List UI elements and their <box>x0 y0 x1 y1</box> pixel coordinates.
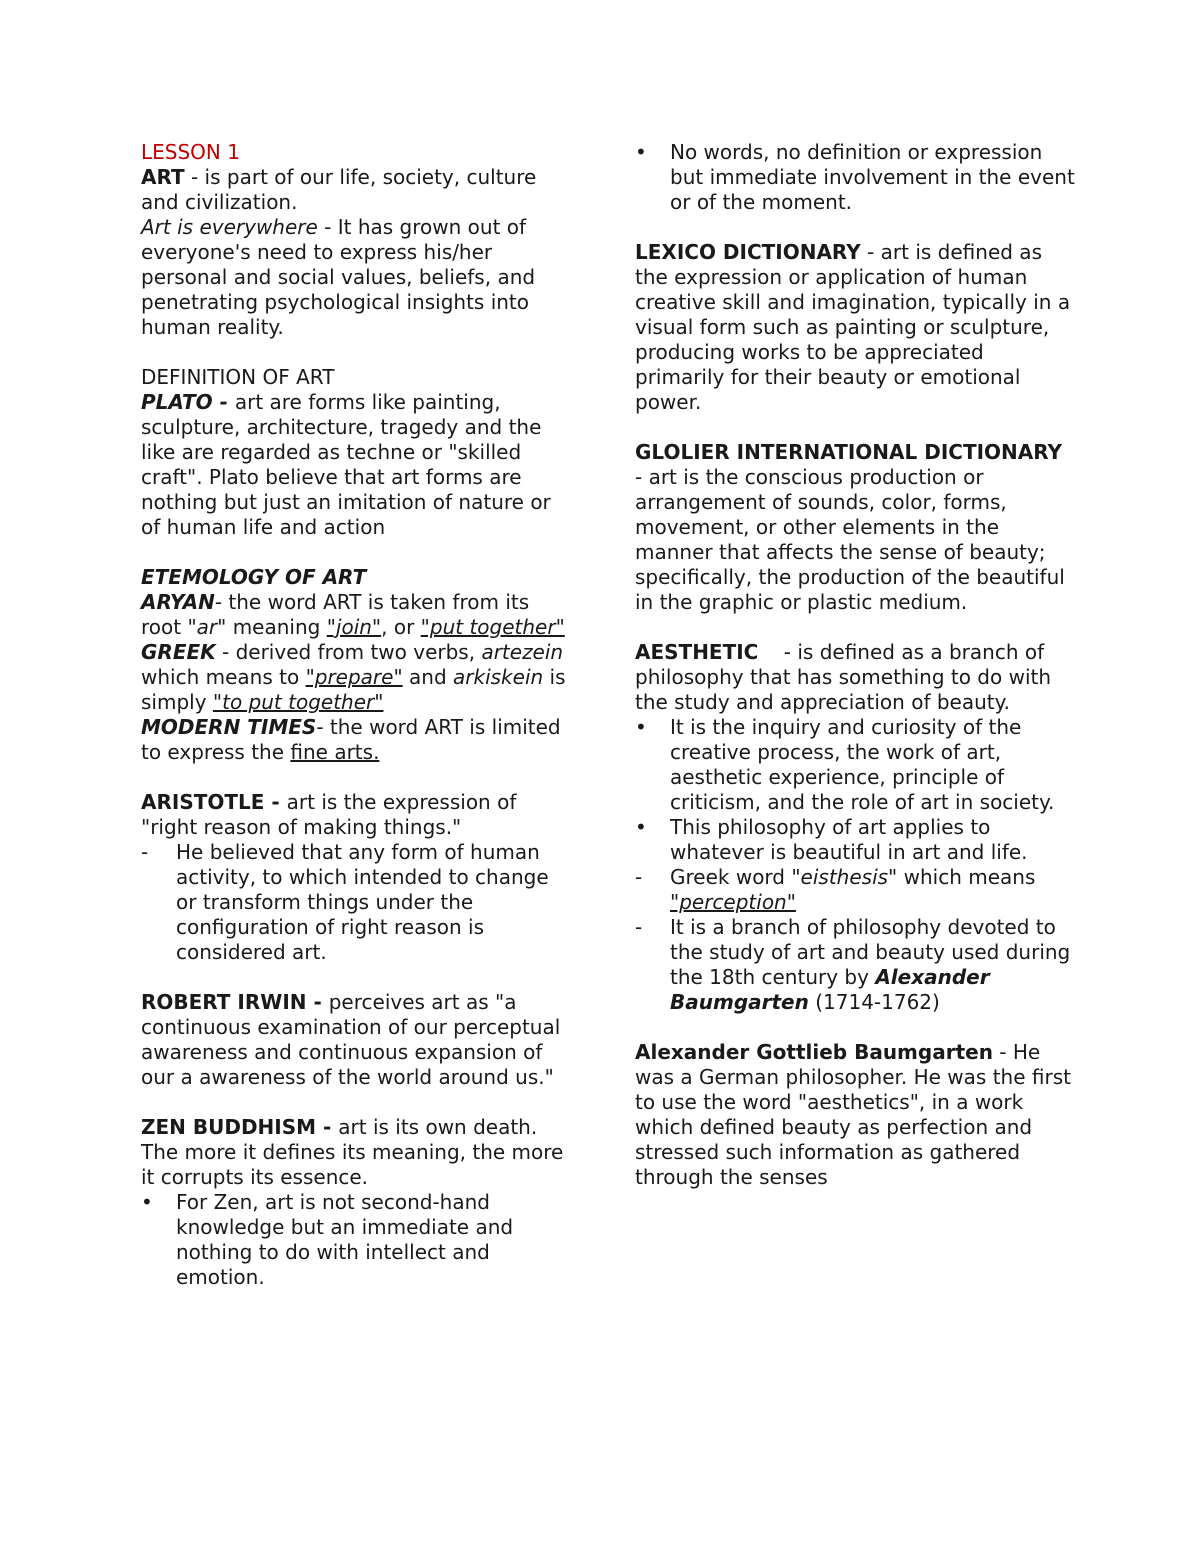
baumgarten-term: Alexander Gottlieb Baumgarten <box>635 1040 993 1064</box>
aristotle-item-text: He believed that any form of human activity, to which intended to change or transform things under the configuration of right reason is considered art. <box>176 840 549 964</box>
aesthetic-dash-2 <box>670 915 1070 1014</box>
aryan-text: , or <box>381 615 421 639</box>
glolier-heading: GLOLIER INTERNATIONAL DICTIONARY <box>635 440 1063 464</box>
art-paragraph <box>141 165 571 215</box>
greek-text: - derived from two verbs, <box>215 640 482 664</box>
spacer <box>141 340 571 365</box>
aryan-paragraph <box>141 590 571 640</box>
aes-perception: "perception" <box>670 890 796 914</box>
everywhere-term: Art is everywhere <box>141 215 318 239</box>
bullet-icon: • <box>635 140 647 164</box>
aes-text: It is a branch of philosophy devoted to the study of art and beauty used during the 18th century by <box>670 915 1071 989</box>
greek-arkiskein: arkiskein <box>453 665 544 689</box>
aes-baumgarten: Alexander Baumgarten <box>670 965 990 1014</box>
baumgarten-paragraph <box>635 1040 1075 1190</box>
spacer <box>141 965 571 990</box>
aesthetic-dash-1 <box>670 865 1035 914</box>
aes-eisthesis: eisthesis <box>800 865 889 889</box>
bullet-icon: • <box>635 715 647 739</box>
lexico-paragraph <box>635 240 1075 415</box>
plato-definition: art are forms like painting, sculpture, architecture, tragedy and the like are regarded as techne or "skilled craft". Plato believe that art forms are nothing but just an imitation of nature or of human life and action <box>141 390 551 539</box>
spacer <box>635 415 1075 440</box>
aesthetic-bullet-2: This philosophy of art applies to whatever is beautiful in art and life. <box>670 815 1028 864</box>
aryan-text: " meaning <box>217 615 327 639</box>
aesthetic-definition: - is defined as a branch of philosophy that has something to do with the study and appreciation of beauty. <box>635 640 1058 714</box>
art-term: ART <box>141 165 185 189</box>
left-column <box>141 140 571 1290</box>
aristotle-term: ARISTOTLE - <box>141 790 287 814</box>
glolier-definition: - art is the conscious production or arrangement of sounds, color, forms, movement, or other elements in the manner that affects the sense of beauty; specifically, the production of the beautiful in the graphic or plastic medium. <box>635 465 1065 614</box>
spacer <box>635 615 1075 640</box>
spacer <box>635 1015 1075 1040</box>
irwin-paragraph <box>141 990 571 1090</box>
greek-term: GREEK <box>141 640 216 664</box>
aristotle-paragraph <box>141 790 571 840</box>
etymology-heading: ETEMOLOGY OF ART <box>141 565 367 589</box>
baumgarten-dash: - <box>992 1040 1013 1064</box>
irwin-definition: perceives art as "a continuous examination of our perceptual awareness and continuous expansion of our a awareness of the world around us." <box>141 990 561 1089</box>
greek-to-put-together: "to put together" <box>212 690 384 714</box>
aesthetic-term: AESTHETIC <box>635 640 759 664</box>
aryan-text: - the word ART is taken from its root " <box>141 590 530 639</box>
aesthetic-bullet-item <box>635 815 1075 865</box>
modern-fine-arts: fine arts. <box>290 740 380 764</box>
aes-text: (1714-1762) <box>808 990 940 1014</box>
right-column <box>635 140 1075 1190</box>
aryan-term: ARYAN <box>141 590 215 614</box>
baumgarten-definition: He was a German philosopher. He was the first to use the word "aesthetics", in a work which defined beauty as perfection and stressed such information as gathered through the senses <box>635 1040 1071 1189</box>
zen-bullet-item <box>141 1190 571 1290</box>
aesthetic-bullet-item <box>635 715 1075 815</box>
greek-text: is simply <box>141 665 566 714</box>
aryan-join: "join" <box>326 615 382 639</box>
greek-paragraph <box>141 640 571 715</box>
spacer <box>141 1090 571 1115</box>
modern-term: MODERN TIMES <box>141 715 317 739</box>
everywhere-definition: - It has grown out of everyone's need to express his/her personal and social values, beliefs, and penetrating psychological insights into human reality. <box>141 215 536 339</box>
aesthetic-bullet-1: It is the inquiry and curiosity of the creative process, the work of art, aesthetic experience, principle of criticism, and the role of art in society. <box>670 715 1055 814</box>
dash-marker: - <box>141 840 149 864</box>
aesthetic-paragraph <box>635 640 1075 715</box>
dash-marker: - <box>635 915 643 939</box>
zen-item2-text: No words, no definition or expression but immediate involvement in the event or of the moment. <box>670 140 1075 214</box>
lexico-definition: - art is defined as the expression or application of human creative skill and imagination, typically in a visual form such as painting or sculpture, producing works to be appreciated primarily for their beauty or emotional power. <box>635 240 1071 414</box>
spacer <box>635 215 1075 240</box>
aesthetic-dash-item <box>635 915 1075 1015</box>
zen-paragraph <box>141 1115 571 1190</box>
aesthetic-dash-item <box>635 865 1075 915</box>
zen-item-text: For Zen, art is not second-hand knowledge but an immediate and nothing to do with intellect and emotion. <box>176 1190 514 1289</box>
aes-text: " which means <box>888 865 1036 889</box>
definition-heading: DEFINITION OF ART <box>141 365 335 389</box>
dash-marker: - <box>635 865 643 889</box>
greek-artezein: artezein <box>481 640 564 664</box>
aristotle-definition: art is the expression of "right reason of making things." <box>141 790 517 839</box>
zen-definition: art is its own death. The more it defines its meaning, the more it corrupts its essence. <box>141 1115 564 1189</box>
lexico-term: LEXICO DICTIONARY <box>635 240 861 264</box>
irwin-term: ROBERT IRWIN - <box>141 990 329 1014</box>
aes-text: Greek word " <box>670 865 801 889</box>
bullet-icon: • <box>141 1190 153 1214</box>
greek-text: which means to <box>141 665 306 689</box>
zen-term: ZEN BUDDHISM - <box>141 1115 339 1139</box>
aryan-root: ar <box>196 615 218 639</box>
spacer <box>141 765 571 790</box>
aristotle-dash-item <box>141 840 571 965</box>
plato-paragraph <box>141 390 571 540</box>
modern-paragraph <box>141 715 571 765</box>
spacer <box>141 540 571 565</box>
aryan-put-together: "put together" <box>420 615 565 639</box>
greek-prepare: "prepare" <box>305 665 403 689</box>
bullet-icon: • <box>635 815 647 839</box>
everywhere-paragraph <box>141 215 571 340</box>
zen-bullet-item-continued <box>635 140 1075 215</box>
greek-text: and <box>402 665 454 689</box>
art-definition: - is part of our life, society, culture and civilization. <box>141 165 537 214</box>
lesson-title: LESSON 1 <box>141 140 240 164</box>
plato-term: PLATO - <box>141 390 235 414</box>
modern-text: - the word ART is limited to express the <box>141 715 561 764</box>
